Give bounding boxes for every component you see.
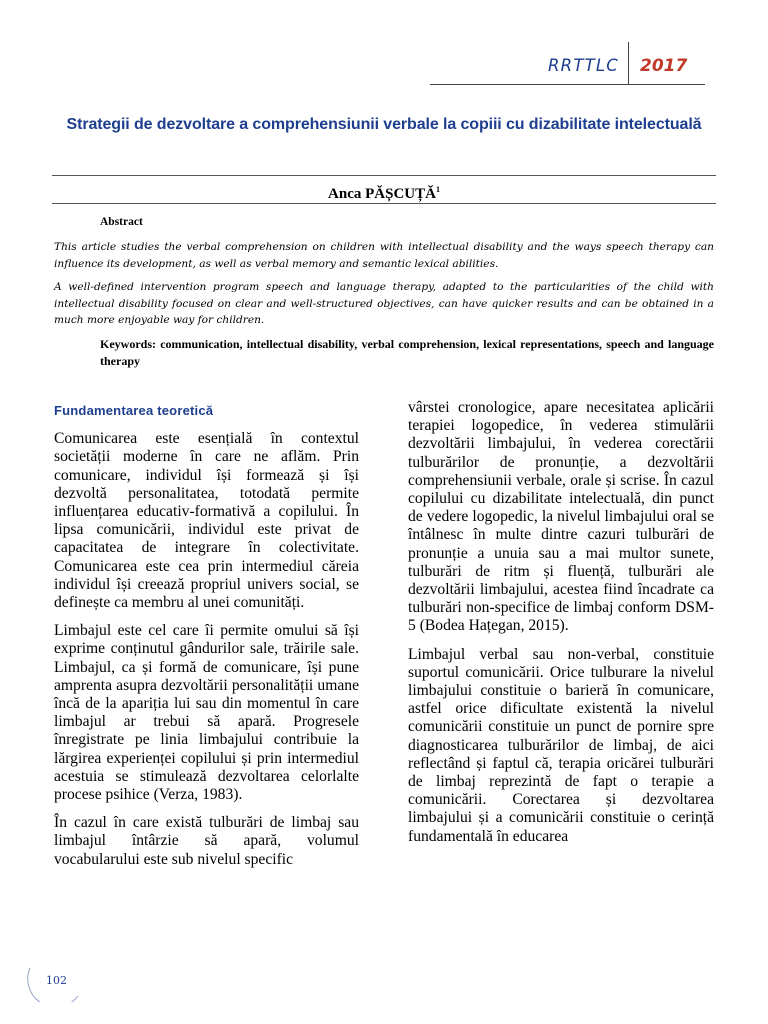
- header-divider: [628, 42, 629, 84]
- abstract-paragraph-2: A well-defined intervention program speech and language therapy, adapted to the particularities of the child with intellectual disability focused on clear and well-structured objectives, can have quicker results and can be obtained in a much more enjoyable way for children.: [54, 281, 714, 326]
- keywords: Keywords: communication, intellectual disability, verbal comprehension, lexical representations, speech and language therapy: [100, 337, 714, 368]
- page-number: 102: [46, 974, 67, 987]
- journal-year: 2017: [640, 56, 688, 76]
- body-paragraph: Limbajul verbal sau non-verbal, constituie suportul comunicării. Orice tulburare la nivelul limbajului constituie o barieră în comunicare, astfel orice dificultate existentă la nivelul comunicării constituie un punct de pornire spre diagnosticarea tulburărilor de limbaj, de aici reflectând și faptul că, terapia oricărei tulburări de limbaj reprezintă de fapt o terapie a comunicării. Corectarea și dezvoltarea limbajului și a comunicării constituie o cerință fundamentală în educarea: [408, 645, 714, 845]
- author-line: [52, 180, 716, 204]
- article-title: Strategii de dezvoltare a comprehensiunii verbale la copiii cu dizabilitate intelectuală: [66, 116, 702, 133]
- body-paragraph: În cazul în care există tulburări de limbaj sau limbajul întârzie să apară, volumul vocabularului este sub nivelul specific: [54, 814, 359, 868]
- journal-name: RRTTLC: [548, 56, 620, 75]
- header-rule: [430, 84, 705, 85]
- page-number-badge: [24, 962, 84, 1002]
- body-paragraph: Comunicarea este esențială în contextul societății moderne în care ne aflăm. Prin comunicare, individul își formează și își dezvoltă personalitatea, totodată permite influențarea educativ-formativă a copilului. În lipsa comunicării, individul este privat de capacitatea de integrare în colectivitate. Comunicarea este cea prin intermediul căreia individul își creează propriul univers social, se definește ca membru al unei comunități.: [54, 430, 359, 612]
- author-footnote-mark[interactable]: 1: [435, 185, 440, 194]
- author-rule-bottom: [52, 203, 716, 204]
- abstract-heading: Abstract: [100, 216, 143, 228]
- body-paragraph: Limbajul este cel care îi permite omului să își exprime conținutul gândurilor sale, trăirile sale. Limbajul, ca și formă de comunicare, își pune amprenta asupra dezvoltării personalității umane încă de la apariția lui sau din momentul în care limbajul ar trebui să apară. Progresele înregistrate pe linia limbajului contribuie la lărgirea experienței copilului și prin intermediul acestuia se stimulează dezvoltarea celorlalte procese psihice (Verza, 1983).: [54, 622, 359, 804]
- left-column: [54, 396, 359, 879]
- author-name: Anca PĂȘCUȚĂ: [328, 186, 436, 202]
- abstract-paragraph-1: This article studies the verbal comprehension on children with intellectual disability and the ways speech therapy can influence its development, as well as verbal memory and semantic lexical abilities.: [54, 241, 714, 270]
- author-rule-top: [52, 175, 716, 176]
- section-heading: Fundamentarea teoretică: [54, 403, 214, 418]
- page-header: [0, 42, 768, 102]
- body-paragraph: vârstei cronologice, apare necesitatea aplicării terapiei logopedice, în vederea stimulării dezvoltării limbajului, în vederea corectării tulburărilor de pronunție, a dezvoltării comprehensiunii verbale, orale și scrise. În cazul copilului cu dizabilitate intelectuală, din punct de vedere logopedic, la nivelul limbajului oral se întâlnesc în multe dintre cazuri tulburări de pronunție a unuia sau a mai multor sunete, tulburări de ritm și fluență, tulburări ale dezvoltării limbajului, acestea fiind încadrate ca tulburări non-specifice de limbaj conform DSM-5 (Bodea Hațegan, 2015).: [408, 399, 714, 635]
- right-column: [408, 399, 714, 856]
